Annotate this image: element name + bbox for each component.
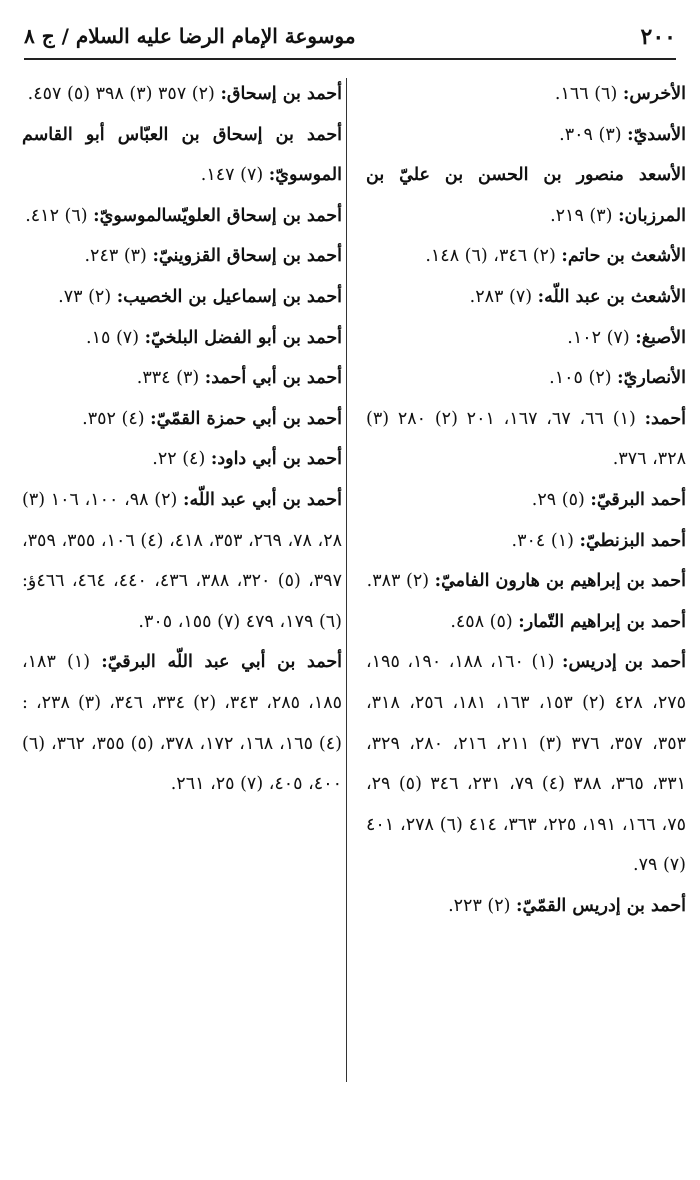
entry-name: أحمد بن أبي داود: [210,449,342,470]
entry-references: (٢) ١٠٥. [549,368,612,389]
entry-references: (٣) ٢١٩. [550,205,613,226]
index-entry [366,886,686,927]
index-entry [22,74,342,115]
index-entry [366,602,686,643]
entry-name: أحمد بن إبراهيم بن هارون الفاميّ: [434,571,686,592]
entry-name: أحمد بن إسحاق: [220,84,342,104]
entry-name: الأنصاريّ: [617,368,686,389]
index-entry [366,399,686,480]
entry-references: (٣) ٣٣٤. [136,368,200,389]
entry-references: (٦) ٤١٢. [25,205,88,226]
entry-references: (٤) ٣٥٢. [82,408,145,429]
entry-name: أحمد بن إدريس القمّيّ: [516,895,686,916]
index-entry [22,399,342,440]
running-title: موسوعة الإمام الرضا عليه السلام / ج ٨ [24,24,356,48]
entry-name: أحمد بن إسماعيل بن الخصيب: [116,286,342,307]
entry-references: (١) ١٦٠، ١٨٨، ١٩٠، ١٩٥، ٢٧٥، ٤٢٨ (٢) ١٥٣، ١٦٣، ١٨١، ٢٥٦، ٣١٨، ٣٥٣، ٣٥٧، ٣٧٦ (٣) ٢١١، ٢١٦، ٢٨٠، ٣٢٩، ٣٣١، ٣٦٥، ٣٨٨ (٤) ٧٩، ٢٣١، ٣٤٦ (٥) ٢٩، ٧٥، ١٦٦، ١٩١، ٢٢٥، ٣٦٣، ٤١٤ (٦) ٢٧٨، ٤٠١ (٧) ٧٩. [366,652,687,876]
entry-name: الأشعث بن حاتم: [561,246,686,267]
entry-references: (٢) ٩٨، ١٠٠، ١٠٦ (٣) ٢٨، ٧٨، ٢٦٩، ٣٥٣، ٤١٨، (٤) ١٠٦، ٣٥٥، ٣٥٩، ٣٩٧، (٥) ٣٢٠، ٣٨٨، ٤٣٦، ٤٤٠، ٤٦٤، ٤٦٦ؤ: (٦) ١٧٩، ٤٧٩ (٧) ١٥٥، ٣٠٥. [22,489,343,632]
entry-references: (١) ٦٦، ٦٧، ١٦٧، ٢٠١ (٢) ٢٨٠ (٣) ٣٢٨، ٣٧٦. [366,408,686,470]
index-entry [366,236,686,277]
entry-name: أحمد: [644,408,687,429]
entry-references: (٣) ٣٠٩. [559,124,622,145]
page-header [24,18,676,60]
index-entry [366,642,686,886]
entry-name: أحمد بن إسحاق بن العبّاس أبو القاسم الموسويّ: [22,124,342,186]
index-entry [22,236,342,277]
entry-name: أحمد بن أبو الفضل البلخيّ: [144,327,342,348]
entry-references: (٧) ١٥. [86,327,140,348]
index-column-left [22,74,342,805]
entry-references: (١) ١٨٣، ١٨٥، ٢٨٥، ٣٤٣، (٢) ٣٣٤، ٣٤٦، (٣) ٢٣٨، : (٤) ١٦٥، ١٦٨، ١٧٢، ٣٧٨، (٥) ٣٥٥، ٣٦٢، (٦) ٤٠٠، ٤٠٥، (٧) ٢٥، ٢٦١. [22,652,343,795]
entry-name: أحمد بن أبي عبد اللّه: [182,489,342,510]
index-column-right [366,74,686,926]
index-entry [22,318,342,359]
entry-name: أحمد البزنطيّ: [579,530,686,551]
entry-name: الأسعد منصور بن الحسن بن عليّ بن المرزبان: [366,165,686,226]
entry-name: أحمد بن إسحاق القزوينيّ: [152,246,342,267]
page-number: ٢٠٠ [640,24,676,50]
entry-name: أحمد البرقيّ: [590,489,686,510]
entry-references: (٢) ٧٣. [58,286,112,307]
index-entry [22,439,342,480]
entry-name: أحمد بن إسحاق العلويّسالموسويّ: [93,205,342,226]
entry-references: (٥) ٤٥٨. [450,611,513,632]
entry-name: أحمد بن أبي أحمد: [204,368,342,389]
index-entry [22,196,342,237]
index-entry [22,358,342,399]
entry-references: (٣) ٢٤٣. [84,246,147,267]
index-entry [366,358,686,399]
index-entry [22,642,342,804]
entry-name: الأصبغ: [635,327,686,348]
index-entry [366,155,686,236]
index-entry [366,318,686,359]
index-entry [366,521,686,562]
entry-references: (٢) ٣٨٣. [366,571,430,592]
entry-references: (١) ٣٠٤. [511,530,574,551]
entry-name: الأشعث بن عبد اللّه: [537,286,686,307]
index-entry [22,115,342,196]
entry-references: (٢) ٣٥٧ (٣) ٣٩٨ (٥) ٤٥٧. [27,84,215,104]
entry-references: (٢) ٣٤٦، (٦) ١٤٨. [425,246,556,267]
entry-references: (٦) ١٦٦. [554,84,618,104]
entry-name: الأسديّ: [627,124,686,145]
entry-name: أحمد بن أبي حمزة القمّيّ: [150,408,342,429]
entry-references: (٤) ٢٢. [152,449,206,470]
index-entry [366,561,686,602]
index-entry [22,480,342,642]
index-entry [366,115,686,156]
column-divider [346,78,347,1082]
entry-name: أحمد بن إبراهيم التّمار: [518,611,686,632]
entry-references: (٥) ٢٩. [531,489,585,510]
index-entry [366,277,686,318]
entry-references: (٧) ١٠٢. [567,327,630,348]
index-entry [22,277,342,318]
entry-references: (٢) ٢٢٣. [448,895,511,916]
entry-references: (٧) ٢٨٣. [469,286,533,307]
entry-references: (٧) ١٤٧. [200,165,264,186]
index-entry [366,74,686,115]
entry-name: أحمد بن إدريس: [562,652,686,673]
index-entry [366,480,686,521]
entry-name: الأخرس: [622,84,686,104]
entry-name: أحمد بن أبي عبد اللّه البرقيّ: [101,652,342,673]
